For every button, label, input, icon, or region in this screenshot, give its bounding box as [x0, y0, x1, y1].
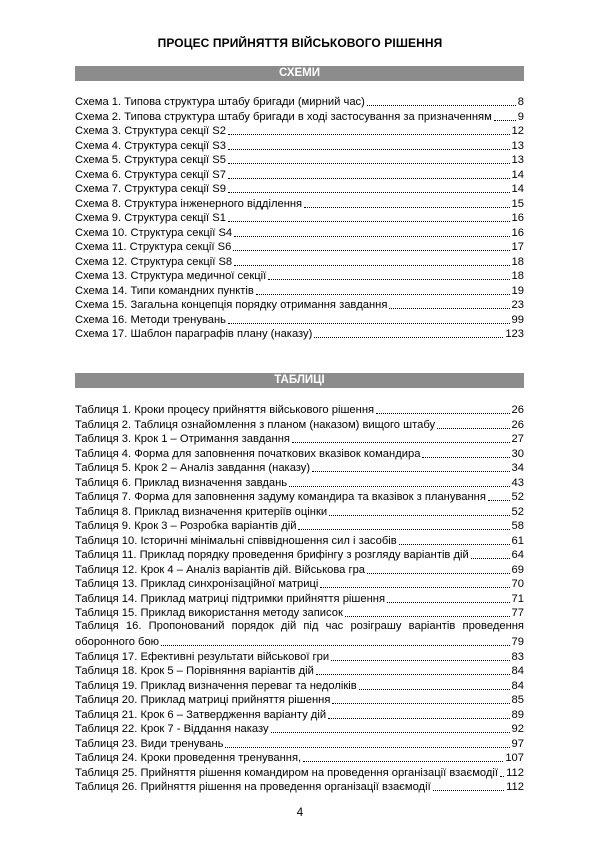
page-number: 4 [296, 807, 304, 819]
dot-leader [233, 239, 509, 251]
toc-entry-page: 61 [511, 534, 524, 547]
toc-entry-page: 26 [511, 418, 524, 431]
toc-entry-page: 19 [511, 284, 524, 297]
toc-entry[interactable] [75, 209, 524, 224]
toc-entry-label: Таблиця 3. Крок 1 – Отримання завдання [75, 433, 290, 445]
toc-entry-page: 18 [511, 270, 524, 282]
toc-entry-page: 34 [511, 462, 524, 474]
toc-entry[interactable] [75, 282, 524, 297]
toc-entry-label: Таблиця 21. Крок 6 – Затвердження варіанту дій [75, 708, 327, 721]
toc-entry-page: 97 [511, 737, 524, 750]
toc-entry-page: 52 [511, 505, 524, 518]
toc-entry[interactable] [75, 749, 524, 764]
toc-entry-page: 8 [517, 96, 524, 108]
dot-leader [422, 446, 509, 458]
toc-entry-label: Таблиця 6. Приклад визначення завдань [75, 476, 288, 489]
toc-entry-label: Таблиця 9. Крок 3 – Розробка варіантів дій [75, 520, 297, 532]
dot-leader [399, 533, 510, 545]
toc-entry[interactable] [75, 561, 524, 576]
toc-entry-label: Схема 15. Загальна концепція порядку отримання завдання [75, 299, 388, 311]
toc-entry[interactable] [75, 122, 524, 137]
toc-entry-label: Схема 6. Структура секції S7 [75, 168, 226, 181]
toc-entry-label: Схема 1. Типова структура штабу бригади (мирний час) [75, 96, 365, 108]
toc-entry[interactable] [75, 474, 524, 489]
toc-entry-page: 64 [511, 549, 524, 561]
toc-entry-page: 84 [511, 665, 524, 677]
dot-leader [328, 707, 509, 719]
dot-leader [256, 283, 510, 295]
toc-entry-page: 30 [511, 447, 524, 460]
toc-entry[interactable] [75, 267, 524, 282]
toc-entry[interactable] [75, 445, 524, 460]
toc-entry-page: 112 [506, 781, 524, 793]
dot-leader [376, 402, 509, 414]
toc-entry[interactable] [75, 604, 524, 619]
dot-leader [471, 547, 510, 559]
toc-entry[interactable] [75, 488, 524, 503]
dot-leader [161, 634, 509, 646]
dot-leader [500, 765, 504, 777]
toc-entry-label: Таблиця 23. Види тренувань [75, 737, 224, 750]
toc-entry-page: 26 [511, 404, 524, 416]
toc-entry[interactable] [75, 108, 524, 123]
dot-leader [433, 779, 504, 791]
dot-leader [332, 692, 509, 704]
toc-entry-page: 99 [511, 313, 524, 326]
toc-entry-label: Схема 9. Структура секції S1 [75, 212, 226, 224]
dot-leader [389, 297, 509, 309]
toc-entry[interactable] [75, 195, 524, 210]
toc-entry-label: Таблиця 20. Приклад матриці прийняття рішення [75, 694, 331, 706]
page-title: ПРОЦЕС ПРИЙНЯТТЯ ВІЙСЬКОВОГО РІШЕННЯ [157, 36, 443, 50]
toc-entry-label: Таблиця 15. Приклад використання методу записок [75, 607, 343, 619]
tables-list [75, 401, 524, 793]
section-header-schemes: СХЕМИ [75, 66, 524, 81]
dot-leader [331, 649, 509, 661]
toc-entry[interactable] [75, 662, 524, 677]
dot-leader [488, 489, 510, 501]
dot-leader [304, 196, 509, 208]
toc-entry[interactable] [75, 151, 524, 166]
dot-leader [225, 736, 509, 748]
toc-entry-label: Схема 11. Структура секції S6 [75, 241, 232, 253]
toc-entry[interactable] [75, 180, 524, 195]
toc-entry-page: 14 [511, 183, 524, 195]
toc-entry-label: Таблиця 26. Прийняття рішення на проведення організації взаємодії [75, 781, 431, 793]
toc-entry-label: Схема 3. Структура секції S2 [75, 125, 226, 137]
toc-entry-page: 69 [511, 563, 524, 576]
toc-entry-label: Таблиця 25. Прийняття рішення командиром на проведення організації взаємодії [75, 766, 499, 779]
toc-entry[interactable] [75, 224, 524, 239]
toc-entry-label: Таблиця 19. Приклад визначення переваг та недоліків [75, 679, 357, 692]
toc-entry-page: 84 [511, 679, 524, 692]
toc-entry[interactable] [75, 691, 524, 706]
toc-entry-label: Таблиця 8. Приклад визначення критеріїв оцінки [75, 505, 328, 518]
dot-leader [314, 326, 503, 338]
dot-leader [271, 721, 510, 733]
section-header-tables: ТАБЛИЦІ [75, 373, 524, 388]
dot-leader [316, 663, 510, 675]
toc-entry[interactable] [75, 459, 524, 474]
dot-leader [359, 678, 510, 690]
toc-entry-label: Таблиця 24. Кроки проведення тренування, [75, 752, 302, 764]
toc-entry[interactable] [75, 416, 524, 431]
toc-entry-label: Схема 4. Структура секції S3 [75, 139, 226, 152]
toc-entry-page: 83 [511, 650, 524, 663]
dot-leader [367, 562, 510, 574]
dot-leader [329, 504, 509, 516]
dot-leader [387, 591, 510, 603]
toc-entry[interactable] [75, 311, 524, 326]
toc-entry[interactable] [75, 590, 524, 605]
toc-entry-page: 17 [511, 241, 524, 253]
toc-entry[interactable] [75, 296, 524, 311]
toc-entry-label: Таблиця 16. Пропонований порядок дій під час розіграшу варіантів проведення [75, 619, 524, 632]
toc-entry-page: 85 [511, 694, 524, 706]
toc-entry-page: 52 [511, 491, 524, 503]
toc-entry-page: 23 [511, 299, 524, 311]
toc-entry-page: 27 [511, 433, 524, 445]
toc-entry-label: Схема 7. Структура секції S9 [75, 183, 226, 195]
dot-leader [234, 254, 509, 266]
dot-leader [320, 576, 509, 588]
toc-entry-label: Таблиця 22. Крок 7 - Віддання наказу [75, 723, 269, 735]
dot-leader [228, 181, 510, 193]
dot-leader [292, 431, 510, 443]
toc-entry[interactable] [75, 575, 524, 590]
toc-entry-page: 92 [511, 723, 524, 735]
dot-leader [289, 475, 509, 487]
toc-entry[interactable] [75, 735, 524, 750]
dot-leader [303, 750, 503, 762]
toc-entry-label: Схема 14. Типи командних пунктів [75, 284, 254, 297]
toc-entry-label: Таблиця 7. Форма для заповнення задуму командира та вказівок з планування [75, 491, 486, 503]
toc-entry-label: Таблиця 17. Ефективні результати військової гри [75, 650, 330, 663]
toc-entry-page: 13 [511, 154, 524, 166]
toc-entry-label: Таблиця 12. Крок 4 – Аналіз варіантів дій. Військова гра [75, 563, 366, 576]
dot-leader [228, 167, 510, 179]
dot-leader [268, 268, 509, 280]
toc-entry-label: Таблиця 11. Приклад порядку проведення брифінгу з розгляду варіантів дій [75, 549, 469, 561]
toc-entry-label: Схема 5. Структура секції S5 [75, 154, 226, 166]
toc-entry-label: Таблиця 5. Крок 2 – Аналіз завдання (наказу) [75, 462, 311, 474]
dot-leader [345, 605, 510, 617]
toc-entry-page: 112 [506, 766, 524, 779]
toc-entry-label: Схема 16. Методи тренувань [75, 313, 226, 326]
dot-leader [312, 460, 509, 472]
toc-entry[interactable] [75, 648, 524, 663]
toc-entry-page: 107 [505, 752, 524, 764]
toc-entry-label: Схема 2. Типова структура штабу бригади в ході застосування за призначенням [75, 110, 492, 123]
toc-entry[interactable] [75, 778, 524, 793]
toc-entry[interactable] [75, 720, 524, 735]
toc-entry[interactable] [75, 137, 524, 152]
toc-entry-page: 89 [511, 708, 524, 721]
toc-entry[interactable] [75, 546, 524, 561]
toc-entry[interactable] [75, 238, 524, 253]
toc-entry[interactable] [75, 633, 524, 648]
dot-leader [298, 518, 509, 530]
toc-entry-label: Схема 10. Структура секції S4 [75, 226, 233, 239]
toc-entry[interactable] [75, 517, 524, 532]
toc-entry-label: Таблиця 1. Кроки процесу прийняття військового рішення [75, 404, 375, 416]
toc-entry[interactable] [75, 764, 524, 779]
dot-leader [228, 123, 510, 135]
toc-entry[interactable] [75, 253, 524, 268]
toc-entry-page: 16 [511, 212, 524, 224]
dot-leader [228, 152, 510, 164]
toc-entry-page: 13 [511, 139, 524, 152]
toc-entry-page: 18 [511, 255, 524, 268]
toc-entry-page: 14 [511, 168, 524, 181]
toc-entry-page: 58 [511, 520, 524, 532]
toc-entry[interactable] [75, 532, 524, 547]
toc-entry[interactable] [75, 93, 524, 108]
toc-entry[interactable] [75, 706, 524, 721]
dot-leader [228, 138, 510, 150]
toc-entry-page: 123 [505, 328, 524, 340]
toc-entry[interactable] [75, 325, 524, 340]
toc-entry-page: 79 [511, 636, 524, 648]
schemes-list [75, 93, 524, 340]
toc-entry-page: 71 [511, 592, 524, 605]
toc-entry-label: оборонного бою [75, 636, 160, 648]
toc-entry-label: Схема 8. Структура інженерного відділення [75, 197, 303, 210]
dot-leader [228, 210, 510, 222]
toc-entry[interactable] [75, 166, 524, 181]
toc-entry[interactable] [75, 677, 524, 692]
toc-entry-label: Таблиця 2. Таблиця ознайомлення з планом (наказом) вищого штабу [75, 418, 436, 431]
dot-leader [494, 109, 516, 121]
toc-entry[interactable] [75, 503, 524, 518]
toc-entry-page: 9 [517, 110, 524, 123]
toc-entry-page: 15 [511, 197, 524, 210]
dot-leader [437, 417, 509, 429]
toc-entry-page: 12 [511, 125, 524, 137]
toc-entry-page: 16 [511, 226, 524, 239]
toc-entry-label: Таблиця 4. Форма для заповнення початкових вказівок командира [75, 447, 421, 460]
toc-entry-label: Схема 13. Структура медичної секції [75, 270, 267, 282]
toc-entry-label: Схема 12. Структура секції S8 [75, 255, 233, 268]
toc-entry-page: 70 [511, 578, 524, 590]
toc-entry[interactable] [75, 401, 524, 416]
toc-entry-page: 43 [511, 476, 524, 489]
toc-entry-label: Схема 17. Шаблон параграфів плану (наказу) [75, 328, 313, 340]
toc-entry-label: Таблиця 10. Історичні мінімальні співвідношення сил і засобів [75, 534, 397, 547]
toc-entry-page: 77 [511, 607, 524, 619]
dot-leader [367, 94, 516, 106]
toc-entry[interactable] [75, 430, 524, 445]
dot-leader [234, 225, 509, 237]
toc-entry-line[interactable] [75, 619, 524, 634]
toc-entry-label: Таблиця 13. Приклад синхронізаційної матриці [75, 578, 319, 590]
dot-leader [228, 312, 510, 324]
toc-entry-label: Таблиця 14. Приклад матриці підтримки прийняття рішення [75, 592, 386, 605]
toc-entry-label: Таблиця 18. Крок 5 – Порівняння варіантів дій [75, 665, 314, 677]
